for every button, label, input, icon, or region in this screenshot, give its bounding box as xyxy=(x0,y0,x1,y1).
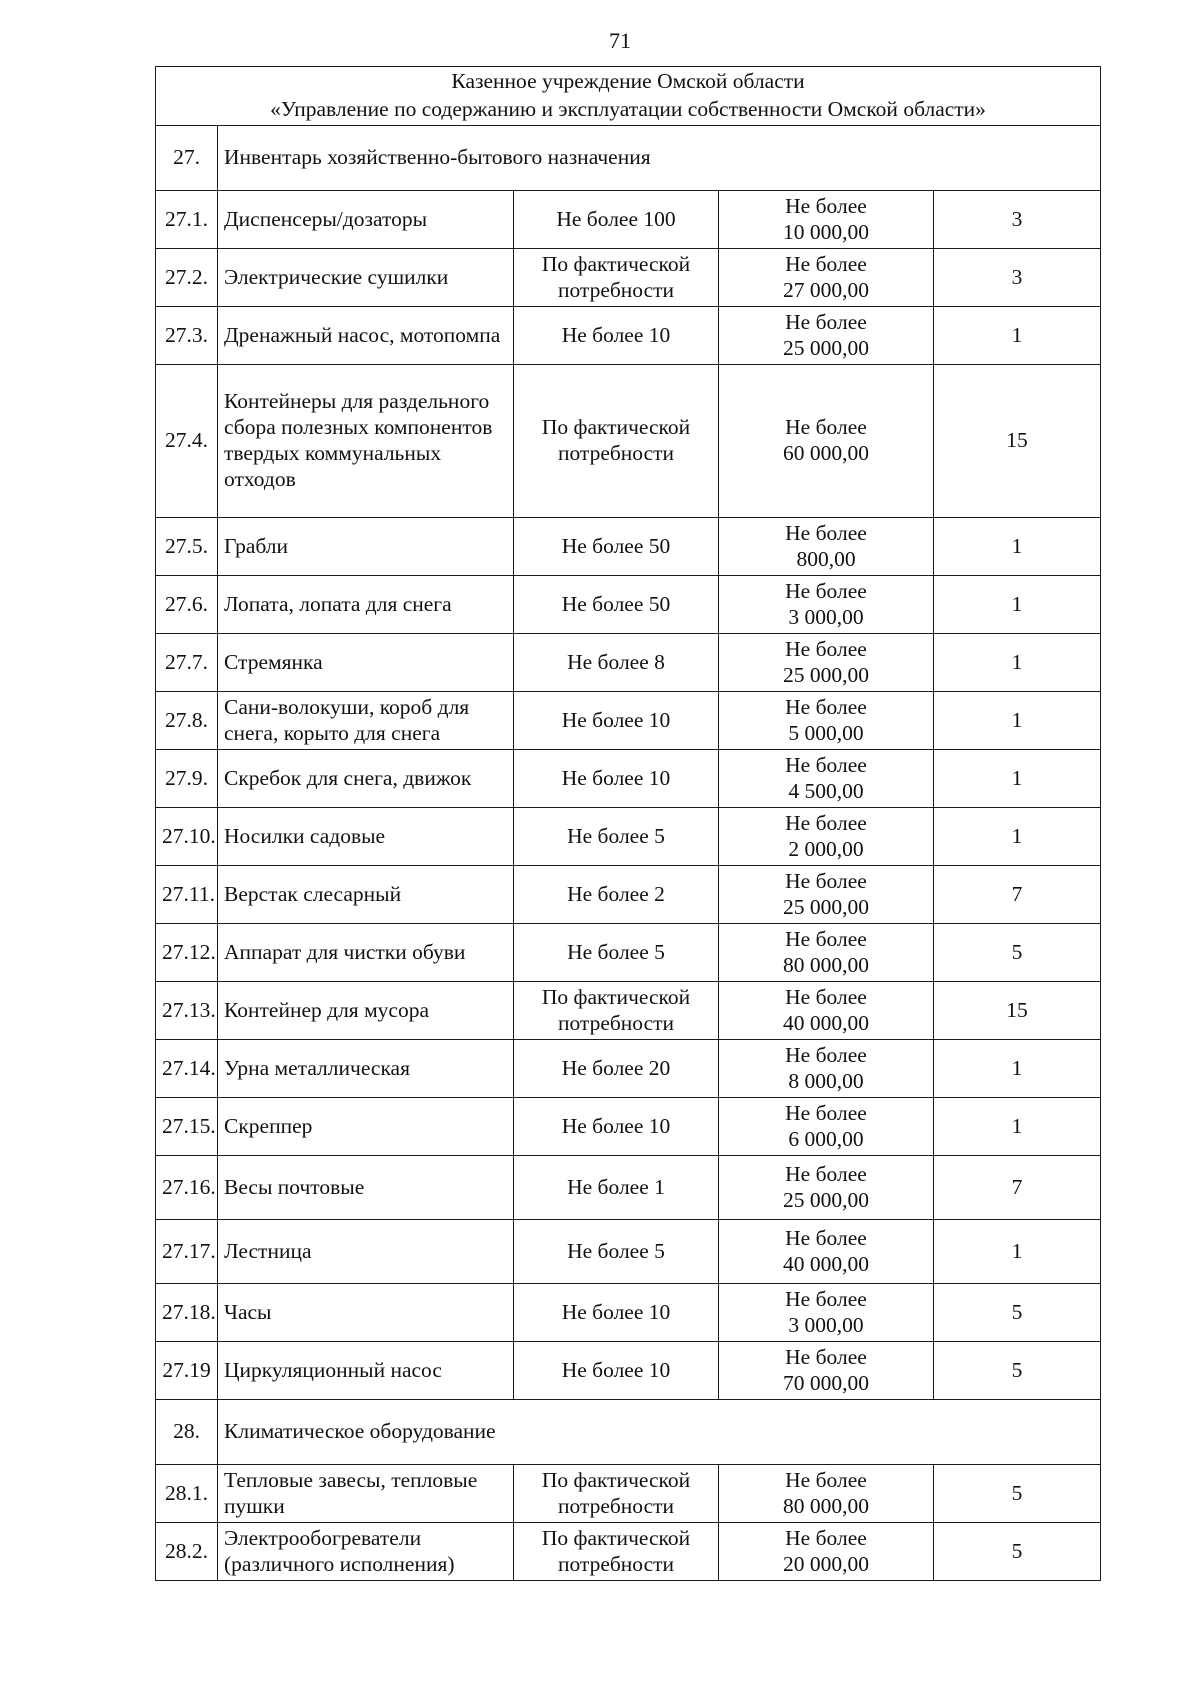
item-category: 1 xyxy=(934,1040,1101,1098)
item-price xyxy=(719,982,934,1040)
item-category: 5 xyxy=(934,1465,1101,1523)
section-title: Инвентарь хозяйственно-бытового назначения xyxy=(218,126,1101,191)
price-value: 5 000,00 xyxy=(788,720,864,745)
item-category: 1 xyxy=(934,692,1101,750)
institution-header xyxy=(156,67,1101,126)
price-label: Не более xyxy=(785,1225,867,1250)
item-price xyxy=(719,750,934,808)
item-quantity: Не более 20 xyxy=(514,1040,719,1098)
item-quantity: Не более 5 xyxy=(514,808,719,866)
table-row xyxy=(156,1523,1101,1581)
item-quantity: По фактической потребности xyxy=(514,1523,719,1581)
item-name: Урна металлическая xyxy=(218,1040,514,1098)
table-row xyxy=(156,307,1101,365)
item-category: 3 xyxy=(934,249,1101,307)
price-label: Не более xyxy=(785,1467,867,1492)
item-quantity: Не более 10 xyxy=(514,692,719,750)
item-quantity: Не более 5 xyxy=(514,924,719,982)
item-price xyxy=(719,808,934,866)
section-row xyxy=(156,126,1101,191)
item-price xyxy=(719,1098,934,1156)
price-label: Не более xyxy=(785,926,867,951)
item-number: 27.7. xyxy=(156,634,218,692)
price-value: 27 000,00 xyxy=(783,277,869,302)
item-name: Скребок для снега, движок xyxy=(218,750,514,808)
item-name: Сани-волокуши, короб для снега, корыто для снега xyxy=(218,692,514,750)
item-number: 27.1. xyxy=(156,191,218,249)
item-number: 27.19 xyxy=(156,1342,218,1400)
item-price xyxy=(719,692,934,750)
item-category: 7 xyxy=(934,866,1101,924)
item-name: Лестница xyxy=(218,1220,514,1284)
item-name: Стремянка xyxy=(218,634,514,692)
price-value: 6 000,00 xyxy=(788,1126,864,1151)
item-name: Электрообогреватели (различного исполнения) xyxy=(218,1523,514,1581)
item-quantity: Не более 2 xyxy=(514,866,719,924)
item-quantity: Не более 10 xyxy=(514,1284,719,1342)
item-quantity: Не более 10 xyxy=(514,1098,719,1156)
price-value: 20 000,00 xyxy=(783,1551,869,1576)
item-price xyxy=(719,576,934,634)
table-row xyxy=(156,365,1101,518)
item-number: 27.6. xyxy=(156,576,218,634)
price-value: 40 000,00 xyxy=(783,1251,869,1276)
item-number: 28.1. xyxy=(156,1465,218,1523)
item-number: 27.11. xyxy=(156,866,218,924)
item-category: 1 xyxy=(934,307,1101,365)
item-category: 3 xyxy=(934,191,1101,249)
price-value: 3 000,00 xyxy=(788,604,864,629)
price-label: Не более xyxy=(785,1525,867,1550)
item-quantity: Не более 8 xyxy=(514,634,719,692)
price-value: 25 000,00 xyxy=(783,1187,869,1212)
price-value: 80 000,00 xyxy=(783,1493,869,1518)
price-value: 60 000,00 xyxy=(783,441,869,465)
item-quantity: Не более 1 xyxy=(514,1156,719,1220)
item-name: Носилки садовые xyxy=(218,808,514,866)
item-price xyxy=(719,634,934,692)
price-value: 25 000,00 xyxy=(783,335,869,360)
item-price xyxy=(719,307,934,365)
item-category: 1 xyxy=(934,576,1101,634)
table-row xyxy=(156,249,1101,307)
item-name: Весы почтовые xyxy=(218,1156,514,1220)
item-quantity: Не более 10 xyxy=(514,307,719,365)
price-value: 40 000,00 xyxy=(783,1010,869,1035)
item-price xyxy=(719,1040,934,1098)
item-number: 27.16. xyxy=(156,1156,218,1220)
table-row xyxy=(156,1040,1101,1098)
item-price xyxy=(719,365,934,518)
item-category: 5 xyxy=(934,1342,1101,1400)
item-name: Тепловые завесы, тепловые пушки xyxy=(218,1465,514,1523)
item-number: 27.8. xyxy=(156,692,218,750)
price-label: Не более xyxy=(785,636,867,661)
item-name: Контейнеры для раздельного сбора полезных компонентов твердых коммунальных отходов xyxy=(218,365,514,518)
price-label: Не более xyxy=(785,752,867,777)
price-label: Не более xyxy=(785,251,867,276)
header-line-2: «Управление по содержанию и эксплуатации собственности Омской области» xyxy=(270,97,986,121)
price-value: 4 500,00 xyxy=(788,778,864,803)
item-category: 5 xyxy=(934,1523,1101,1581)
item-number: 27.10. xyxy=(156,808,218,866)
item-number: 27.4. xyxy=(156,365,218,518)
table-row xyxy=(156,1220,1101,1284)
item-price xyxy=(719,1523,934,1581)
item-name: Дренажный насос, мотопомпа xyxy=(218,307,514,365)
item-category: 5 xyxy=(934,1284,1101,1342)
item-category: 1 xyxy=(934,518,1101,576)
item-price xyxy=(719,249,934,307)
item-category: 7 xyxy=(934,1156,1101,1220)
price-value: 800,00 xyxy=(796,546,856,571)
price-value: 2 000,00 xyxy=(788,836,864,861)
table-row xyxy=(156,750,1101,808)
price-value: 8 000,00 xyxy=(788,1068,864,1093)
price-label: Не более xyxy=(785,1286,867,1311)
price-value: 3 000,00 xyxy=(788,1312,864,1337)
price-label: Не более xyxy=(785,694,867,719)
item-price xyxy=(719,191,934,249)
item-category: 1 xyxy=(934,808,1101,866)
item-name: Аппарат для чистки обуви xyxy=(218,924,514,982)
item-price xyxy=(719,1342,934,1400)
item-name: Диспенсеры/дозаторы xyxy=(218,191,514,249)
item-quantity: По фактической потребности xyxy=(514,365,719,518)
item-quantity: Не более 5 xyxy=(514,1220,719,1284)
item-price xyxy=(719,1220,934,1284)
item-number: 27.17. xyxy=(156,1220,218,1284)
price-label: Не более xyxy=(785,984,867,1009)
item-quantity: По фактической потребности xyxy=(514,249,719,307)
item-name: Верстак слесарный xyxy=(218,866,514,924)
price-label: Не более xyxy=(785,810,867,835)
item-name: Лопата, лопата для снега xyxy=(218,576,514,634)
header-line-1: Казенное учреждение Омской области xyxy=(451,69,805,94)
price-label: Не более xyxy=(785,193,867,218)
item-quantity: Не более 50 xyxy=(514,576,719,634)
item-category: 15 xyxy=(934,982,1101,1040)
item-number: 27.9. xyxy=(156,750,218,808)
item-quantity: По фактической потребности xyxy=(514,1465,719,1523)
price-value: 80 000,00 xyxy=(783,952,869,977)
price-label: Не более xyxy=(785,309,867,334)
table-row xyxy=(156,634,1101,692)
price-label: Не более xyxy=(785,868,867,893)
item-price xyxy=(719,1465,934,1523)
section-row xyxy=(156,1400,1101,1465)
item-price xyxy=(719,1284,934,1342)
item-price xyxy=(719,1156,934,1220)
item-number: 27.3. xyxy=(156,307,218,365)
table-row xyxy=(156,692,1101,750)
price-label: Не более xyxy=(785,520,867,545)
table-row xyxy=(156,518,1101,576)
item-quantity: Не более 100 xyxy=(514,191,719,249)
table-row xyxy=(156,1156,1101,1220)
price-value: 10 000,00 xyxy=(783,219,869,244)
item-quantity: Не более 10 xyxy=(514,750,719,808)
item-number: 27.15. xyxy=(156,1098,218,1156)
item-number: 27.18. xyxy=(156,1284,218,1342)
price-label: Не более xyxy=(785,1042,867,1067)
norms-table xyxy=(155,66,1101,1581)
price-label: Не более xyxy=(785,415,867,440)
section-title: Климатическое оборудование xyxy=(218,1400,1101,1465)
item-number: 27.5. xyxy=(156,518,218,576)
item-category: 5 xyxy=(934,924,1101,982)
item-name: Электрические сушилки xyxy=(218,249,514,307)
item-quantity: Не более 50 xyxy=(514,518,719,576)
item-number: 27.12. xyxy=(156,924,218,982)
table-row xyxy=(156,1342,1101,1400)
item-number: 27.2. xyxy=(156,249,218,307)
price-label: Не более xyxy=(785,578,867,603)
institution-header-row xyxy=(156,67,1101,126)
table-row xyxy=(156,1465,1101,1523)
section-number: 27. xyxy=(156,126,218,191)
item-category: 1 xyxy=(934,1098,1101,1156)
table-row xyxy=(156,982,1101,1040)
item-name: Часы xyxy=(218,1284,514,1342)
table-row xyxy=(156,1284,1101,1342)
item-category: 1 xyxy=(934,750,1101,808)
table-row xyxy=(156,924,1101,982)
page-number: 71 xyxy=(609,28,631,53)
table-row xyxy=(156,191,1101,249)
item-number: 27.13. xyxy=(156,982,218,1040)
item-category: 1 xyxy=(934,634,1101,692)
price-value: 25 000,00 xyxy=(783,894,869,919)
table-row xyxy=(156,576,1101,634)
price-value: 70 000,00 xyxy=(783,1370,869,1395)
item-name: Контейнер для мусора xyxy=(218,982,514,1040)
price-label: Не более xyxy=(785,1161,867,1186)
price-label: Не более xyxy=(785,1100,867,1125)
table-row xyxy=(156,1098,1101,1156)
item-name: Грабли xyxy=(218,518,514,576)
item-category: 15 xyxy=(934,365,1101,518)
item-name: Циркуляционный насос xyxy=(218,1342,514,1400)
price-value: 25 000,00 xyxy=(783,662,869,687)
item-category: 1 xyxy=(934,1220,1101,1284)
item-price xyxy=(719,866,934,924)
item-quantity: Не более 10 xyxy=(514,1342,719,1400)
item-price xyxy=(719,924,934,982)
item-number: 27.14. xyxy=(156,1040,218,1098)
item-number: 28.2. xyxy=(156,1523,218,1581)
item-price xyxy=(719,518,934,576)
table-row xyxy=(156,808,1101,866)
table-row xyxy=(156,866,1101,924)
item-quantity: По фактической потребности xyxy=(514,982,719,1040)
price-label: Не более xyxy=(785,1344,867,1369)
section-number: 28. xyxy=(156,1400,218,1465)
item-name: Скреппер xyxy=(218,1098,514,1156)
